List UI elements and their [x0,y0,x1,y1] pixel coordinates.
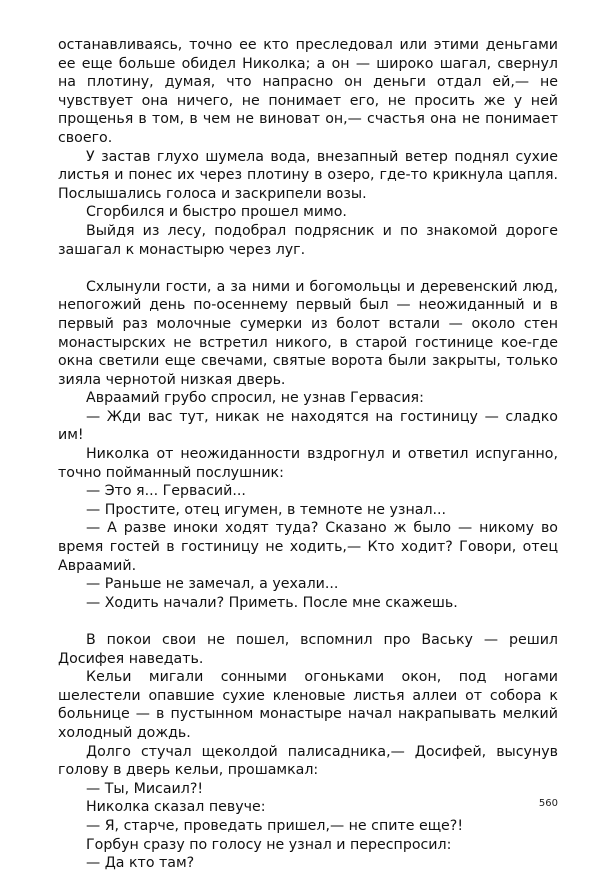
paragraph: Николка сказал певуче: [86,799,266,816]
paragraph: Сгорбился и быстро прошел мимо. [86,204,347,221]
paragraph: останавливаясь, точно ее кто преследовал или этими деньгами ее еще больше обидел Николка; а он — широко шагал, свернул на плотину, думая, что напрасно он деньги отдал ей,— не чувствует она ничего, не понимает его, не просить же у ней прощенья в том, в чем не виноват он,— счастья она не понимает своего. [58,37,558,146]
paragraph: Выйдя из лесу, подобрал подрясник и по знакомой дороге зашагал к монастырю через луг. [58,222,558,258]
paragraph: В покои свои не пошел, вспомнил про Ваську — решил Досифея наведать. [58,632,558,667]
dialogue-line: — А разве иноки ходят туда? Сказано ж было — никому во время гостей в гостиницу не ходить,— Кто ходит? Говори, отец Авраамий. [58,520,558,574]
paragraph: Горбун сразу по голосу не узнал и переспросил: [86,836,452,853]
section-break [58,612,558,631]
paragraph: Схлынули гости, а за ними и богомольцы и деревенский люд, непогожий день по-осеннему первый был — неожиданный и в первый раз молочные сумерки из болот встали — около стен монастырских не встретил никого, в старой гостинице кое-где окна светили еще свечами, святые ворота были закрыты, только зияла чернотой низкая дверь. [58,278,558,388]
dialogue-line: — Раньше не замечал, а уехали... [86,576,339,593]
dialogue-line: — Простите, отец игумен, в темноте не узнал... [86,501,447,518]
paragraph: Долго стучал щеколдой палисадника,— Досифей, высунув голову в дверь кельи, прошамкал: [58,743,558,779]
paragraph: Николка от неожиданности вздрогнул и ответил испуганно, точно пойманный послушник: [58,446,558,481]
paragraph: У застав глухо шумела вода, внезапный ветер поднял сухие листья и понес их через плотину в озеро, где-то крикнула цапля. Послышались голоса и заскрипели возы. [58,148,558,202]
dialogue-line: — Ходить начали? Приметь. После мне скажешь. [86,594,458,611]
paragraph: Кельи мигали сонными огоньками окон, под ногами шелестели опавшие сухие кленовые листья аллеи от собора к больнице — в пустынном монастыре начал накрапывать мелкий холодный дождь. [58,669,558,741]
dialogue-line: — Жди вас тут, никак не находятся на гостиницу — сладко им! [58,408,558,444]
dialogue-line: — Я, старче, проведать пришел,— не спите еще?! [86,817,464,834]
section-break [58,259,558,278]
dialogue-line: — Да кто там? [86,855,195,872]
dialogue-line: — Это я... Гервасий... [86,483,246,500]
paragraph: Авраамий грубо спросил, не узнав Гервасия: [86,390,424,407]
page-number: 560 [538,798,558,809]
page-text [58,36,558,873]
dialogue-line: — Ты, Мисаил?! [86,780,204,797]
